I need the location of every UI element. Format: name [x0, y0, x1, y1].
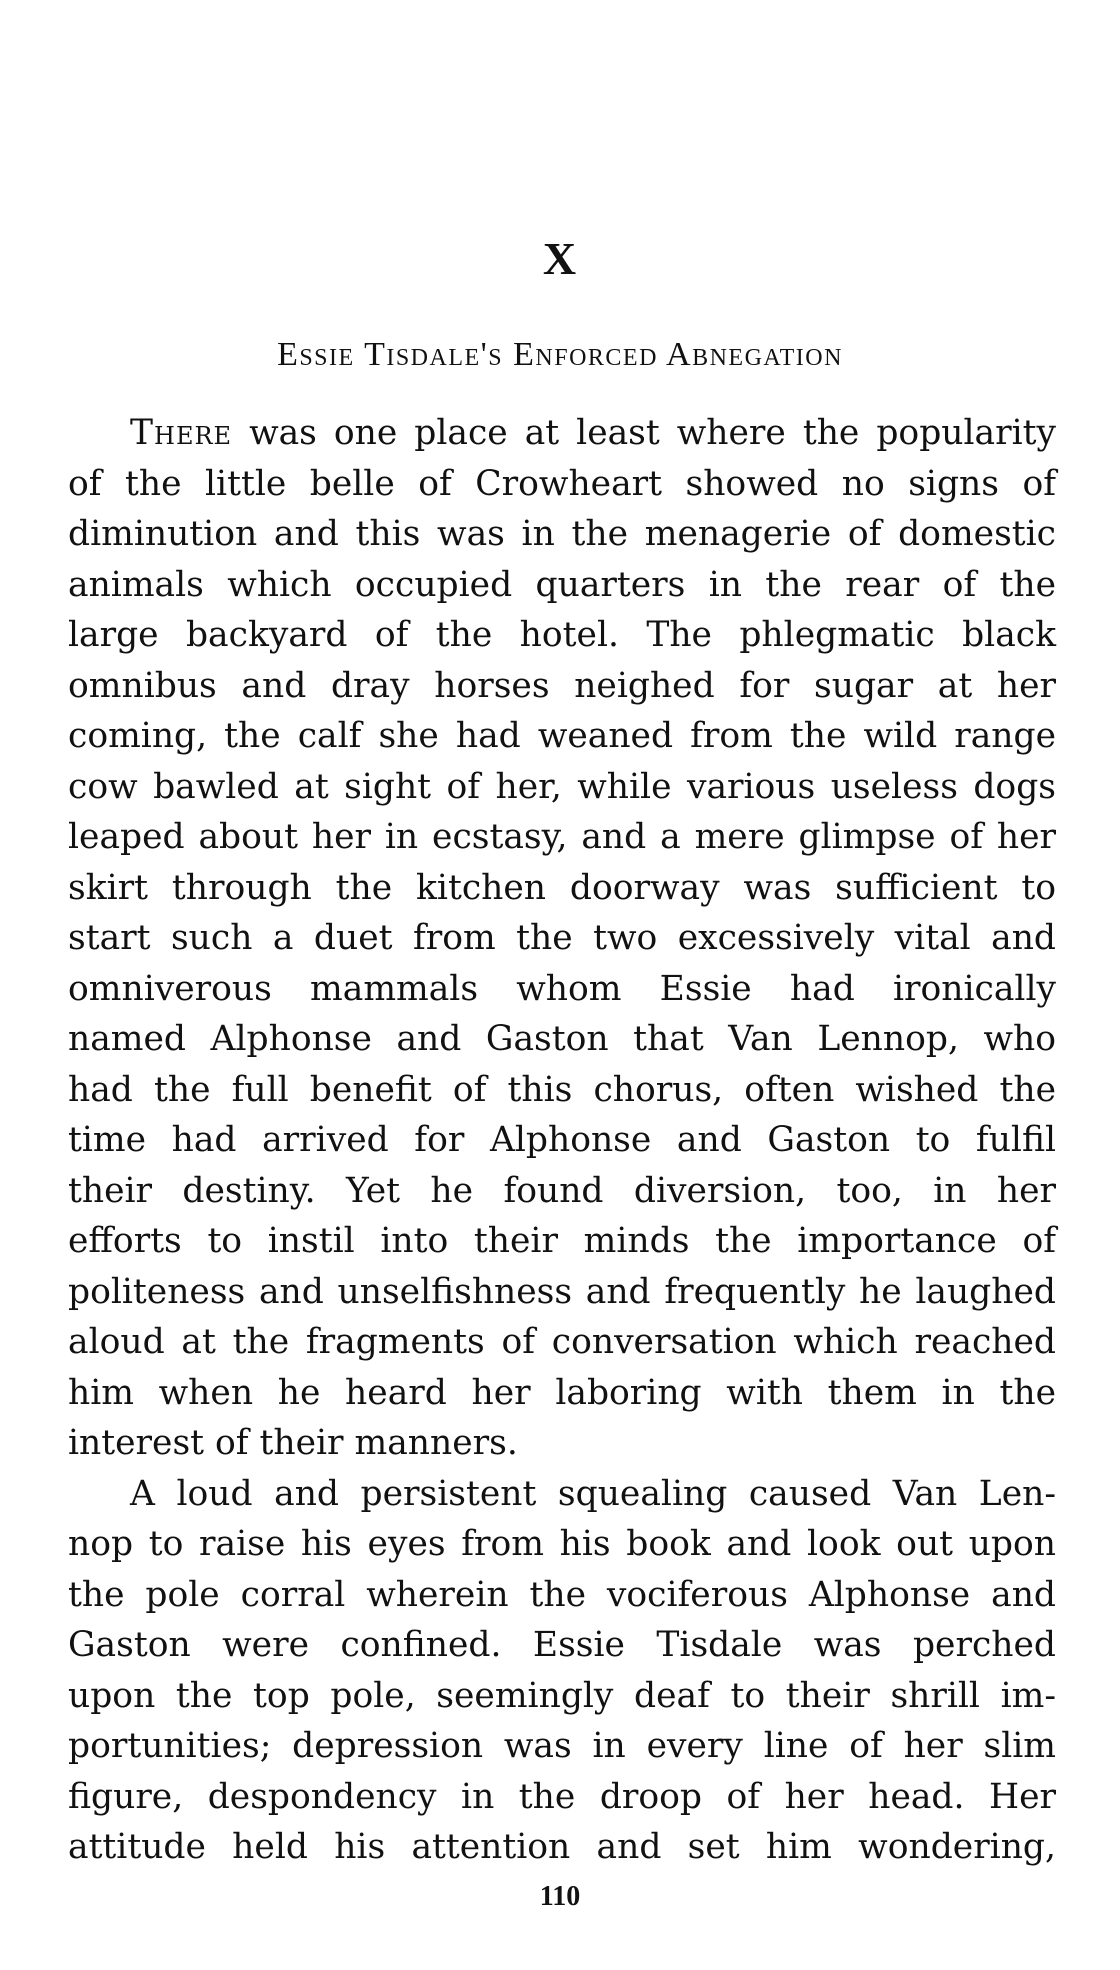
text-line: cow bawled at sight of her, while various useless dogs — [68, 766, 1056, 807]
text-line: nop to raise his eyes from his book and look out upon — [68, 1524, 1056, 1564]
text-line: diminution and this was in the menagerie of domestic — [68, 514, 1056, 554]
text-line: animals which occupied quarters in the rear of the — [68, 564, 1056, 605]
text-line: had the full benefit of this chorus, often wished the — [68, 1069, 1056, 1110]
text-line: interest of their manners. — [68, 1423, 518, 1463]
text-line: omniverous mammals whom Essie had ironically — [68, 968, 1056, 1009]
paragraph — [68, 408, 1056, 1469]
text-line: There was one place at least where the popularity — [130, 413, 1056, 453]
text-line: attitude held his attention and set him wondering, — [68, 1827, 1056, 1867]
text-line: upon the top pole, seemingly deaf to their shrill im- — [68, 1675, 1056, 1716]
body-text — [68, 408, 1056, 1873]
chapter-title: Essie Tisdale's Enforced Abnegation — [277, 336, 843, 373]
text-line: large backyard of the hotel. The phlegmatic black — [68, 615, 1056, 655]
text-line: time had arrived for Alphonse and Gaston to fulfil — [68, 1120, 1056, 1160]
text-line: their destiny. Yet he found diversion, too, in her — [68, 1170, 1056, 1211]
text-line: start such a duet from the two excessively vital and — [68, 918, 1056, 958]
text-line: of the little belle of Crowheart showed no signs of — [68, 463, 1056, 504]
page-number: 110 — [539, 1881, 581, 1912]
text-line: figure, despondency in the droop of her head. Her — [68, 1776, 1056, 1817]
text-line: him when he heard her laboring with them in the — [68, 1372, 1056, 1413]
text-line: skirt through the kitchen doorway was sufficient to — [68, 867, 1056, 908]
text-line: politeness and unselfishness and frequently he laughed — [68, 1271, 1056, 1312]
text-line: A loud and persistent squealing caused Van Len- — [130, 1473, 1056, 1514]
text-line: Gaston were confined. Essie Tisdale was perched — [68, 1625, 1056, 1665]
paragraph — [68, 1469, 1056, 1873]
text-line: aloud at the fragments of conversation which reached — [68, 1322, 1056, 1362]
text-line: leaped about her in ecstasy, and a mere glimpse of her — [68, 817, 1056, 857]
text-line: efforts to instil into their minds the importance of — [68, 1221, 1056, 1261]
text-line: portunities; depression was in every line of her slim — [68, 1726, 1056, 1766]
lead-word: There — [130, 413, 233, 453]
text-line: omnibus and dray horses neighed for sugar at her — [68, 665, 1056, 706]
text-line: named Alphonse and Gaston that Van Lennop, who — [68, 1019, 1056, 1059]
chapter-number: X — [542, 233, 578, 284]
text-line: the pole corral wherein the vociferous Alphonse and — [68, 1574, 1056, 1615]
text-line: coming, the calf she had weaned from the wild range — [68, 716, 1056, 756]
